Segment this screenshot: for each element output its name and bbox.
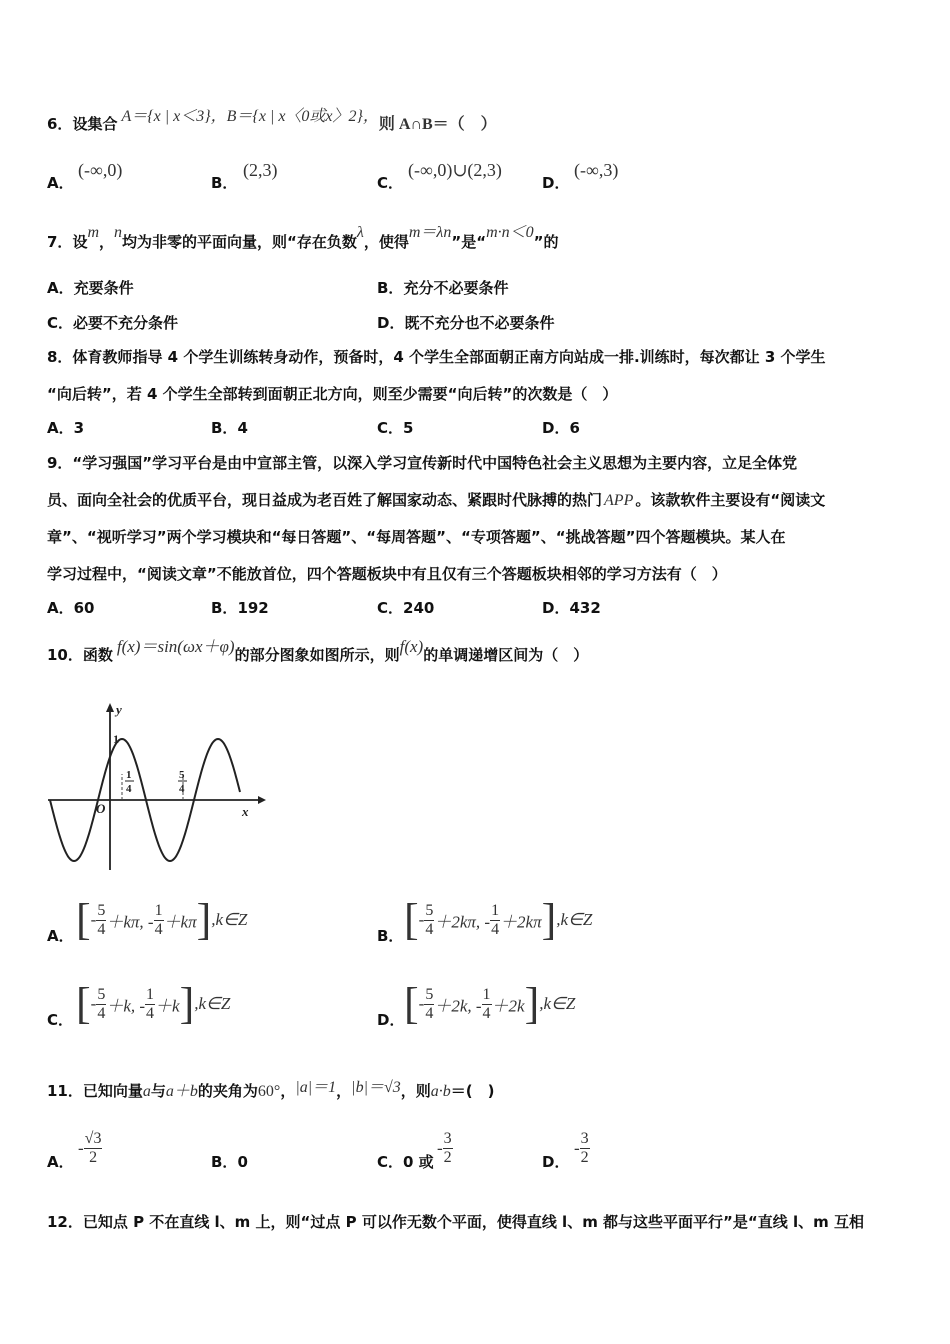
term-2: ＋2k [491, 996, 525, 1016]
q9-option-b-text: 192 [237, 599, 269, 617]
num: 3 [443, 1130, 452, 1147]
q8-option-c[interactable] [377, 418, 413, 438]
q8-stem-line-1: 8．体育教师指导 4 个学生训练转身动作，预备时，4 个学生全部面朝正南方向站成一排.训练时，每次都让 3 个学生 [47, 348, 826, 366]
q6-option-d-value: (-∞,3) [574, 160, 619, 180]
bracket-right: ] [196, 895, 212, 944]
q11-comma-2: ， [336, 1082, 352, 1100]
q11-option-c-prefix: 0 或 [403, 1153, 434, 1171]
q8-option-a-text: 3 [73, 419, 85, 437]
num: √3 [84, 1130, 102, 1147]
q6-option-d-label: D． [542, 174, 570, 192]
frac [443, 1130, 453, 1167]
q11-option-c[interactable] [377, 1152, 434, 1172]
domain: ,k∈Z [211, 910, 248, 929]
den: 2 [443, 1149, 452, 1166]
q10-option-b-value [404, 895, 593, 944]
q11-option-b[interactable] [211, 1152, 248, 1172]
q9-option-a-label: A． [47, 599, 74, 617]
term-1: ＋2kπ, - [434, 912, 491, 932]
q7-option-b-label: B． [377, 279, 404, 297]
term-1: ＋k, - [106, 996, 146, 1016]
q11-dot-product: a·b [430, 1083, 451, 1100]
q6-set-b: B＝{x | x〈0或x〉2}， [226, 108, 379, 125]
frac-1 [96, 902, 106, 939]
term-1: ＋2k, - [434, 996, 482, 1016]
q10-number: 10．函数 [47, 646, 113, 664]
q7-lambda: λ [356, 224, 364, 241]
q11-option-d-label: D． [542, 1153, 570, 1171]
q7-option-c-text: 必要不充分条件 [73, 314, 179, 332]
q7-text-4: ”是“ [451, 233, 487, 251]
q11-angle-text: 的夹角为 [197, 1082, 258, 1100]
term-2: ＋k [155, 996, 180, 1016]
q6-tail: 则 A∩B＝（ ） [378, 116, 497, 133]
origin-label: O [96, 801, 106, 816]
q10-option-c-label: C． [47, 1011, 74, 1029]
q8-option-d-label: D． [542, 419, 570, 437]
den: 4 [97, 1004, 106, 1022]
bracket-left: [ [76, 895, 91, 944]
den: 4 [482, 1004, 491, 1022]
frac-2 [145, 986, 155, 1023]
q11-comma: ， [280, 1082, 296, 1100]
den: 4 [154, 920, 163, 938]
x-axis-arrow-icon [258, 796, 266, 804]
q6-stem [47, 108, 497, 135]
num: 1 [146, 985, 155, 1003]
q11-norm-a: |a|＝1 [295, 1079, 337, 1096]
q6-option-b-value: (2,3) [243, 160, 278, 180]
q11-vector-sum: a＋b [165, 1083, 198, 1100]
num: 5 [97, 901, 106, 919]
term-2: ＋2kπ [500, 912, 542, 932]
tick-five-quarter-num: 5 [179, 769, 185, 781]
q10-option-d[interactable] [377, 1010, 404, 1030]
q11-option-b-text: 0 [237, 1153, 248, 1171]
q10-stem [47, 637, 589, 665]
frac [84, 1130, 103, 1167]
q9-option-c-label: C． [377, 599, 404, 617]
q7-comma: ， [99, 233, 115, 251]
den: 2 [89, 1149, 98, 1166]
q10-text-tail: 的单调递增区间为（ ） [423, 646, 589, 664]
q10-option-c[interactable] [47, 1010, 73, 1030]
q9-stem-line-3: 章”、“视听学习”两个学习模块和“每日答题”、“每周答题”、“专项答题”、“挑战答题”四个答题模块。某人在 [47, 528, 786, 546]
q7-vector-n: n [114, 224, 123, 241]
den: 4 [491, 920, 500, 938]
minus: - [90, 910, 97, 929]
num: 3 [580, 1130, 589, 1147]
minus: - [574, 1138, 580, 1158]
q7-option-b[interactable] [377, 278, 508, 298]
q9-stem-line-4: 学习过程中，“阅读文章”不能放首位，四个答题板块中有且仅有三个答题板块相邻的学习方法有（ ） [47, 565, 727, 583]
q9-option-a[interactable] [47, 598, 94, 618]
y-label: y [116, 702, 122, 717]
bracket-right: ] [179, 979, 195, 1028]
q11-option-d[interactable] [542, 1152, 569, 1172]
q7-condition-1: m＝λn [408, 224, 452, 241]
frac [580, 1130, 590, 1167]
minus: - [418, 994, 425, 1013]
q9-option-a-text: 60 [73, 599, 95, 617]
bracket-right: ] [541, 895, 557, 944]
q6-lead: 设集合 [72, 115, 118, 133]
q9-stem-line-2 [47, 490, 825, 511]
domain: ,k∈Z [194, 994, 231, 1013]
q11-norm-b: |b|＝√3 [351, 1079, 401, 1096]
term-2: ＋kπ [163, 912, 197, 932]
num: 1 [482, 985, 491, 1003]
q10-option-d-value [404, 979, 576, 1028]
bracket-right: ] [524, 979, 540, 1028]
q6-option-c[interactable] [377, 173, 403, 193]
q10-option-b[interactable] [377, 926, 403, 946]
tick-five-quarter-den: 4 [179, 783, 185, 795]
q7-option-d-label: D． [377, 314, 405, 332]
q6-option-a[interactable] [47, 173, 74, 193]
q10-function: f(x)＝sin(ωx＋φ) [116, 637, 235, 656]
q8-stem-line-2: “向后转”，若 4 个学生全部转到面朝正北方向，则至少需要“向后转”的次数是（ ） [47, 385, 618, 403]
den: 4 [425, 1004, 434, 1022]
q9-option-b[interactable] [211, 598, 269, 618]
q11-vector-a: a [142, 1083, 151, 1100]
q6-option-c-label: C． [377, 174, 404, 192]
q8-option-b-text: 4 [237, 419, 248, 437]
q6-number: 6． [47, 115, 73, 133]
q9-stem-line-1: 9．“学习强国”学习平台是由中宣部主管，以深入学习宣传新时代中国特色社会主义思想为主要内容，立足全体党 [47, 454, 798, 472]
y-axis-arrow-icon [106, 703, 114, 712]
q12-stem-line-1: 12．已知点 P 不在直线 l、m 上，则“过点 P 可以作无数个平面，使得直线 l、m 都与这些平面平行”是“直线 l、m 互相 [47, 1213, 864, 1231]
q9-option-c[interactable] [377, 598, 434, 618]
num: 5 [425, 901, 434, 919]
minus: - [437, 1138, 443, 1158]
q7-option-d[interactable] [377, 313, 554, 333]
q7-option-a-label: A． [47, 279, 74, 297]
q10-graph [46, 700, 266, 875]
q6-option-a-value: (-∞,0) [78, 160, 123, 180]
frac-2 [154, 902, 164, 939]
q9-option-d-label: D． [542, 599, 570, 617]
q11-option-a-label: A． [47, 1153, 74, 1171]
term-1: ＋kπ, - [106, 912, 154, 932]
minus: - [90, 994, 97, 1013]
den: 4 [146, 1004, 155, 1022]
q7-option-c[interactable] [47, 313, 178, 333]
frac-1 [424, 902, 434, 939]
q6-option-d[interactable] [542, 173, 569, 193]
tick-quarter-num: 1 [126, 769, 132, 781]
bracket-left: [ [76, 979, 91, 1028]
q10-option-b-label: B． [377, 927, 404, 945]
minus: - [418, 910, 425, 929]
den: 4 [425, 920, 434, 938]
q7-text-2: 均为非零的平面向量，则“存在负数 [122, 233, 357, 251]
bracket-left: [ [404, 895, 419, 944]
q10-option-a-label: A． [47, 927, 74, 945]
q9-app: APP [604, 492, 634, 509]
q11-with: 与 [150, 1082, 166, 1100]
q11-number: 11．已知向量 [47, 1082, 143, 1100]
q7-option-d-text: 既不充分也不必要条件 [404, 314, 555, 332]
q11-option-d-value [574, 1130, 590, 1167]
q6-option-a-label: A． [47, 174, 74, 192]
frac-1 [96, 986, 106, 1023]
q10-option-a[interactable] [47, 926, 74, 946]
q8-option-b[interactable] [211, 418, 248, 438]
q9-line-2b: 。该款软件主要设有“阅读文 [635, 491, 826, 509]
q9-option-c-text: 240 [403, 599, 435, 617]
q6-option-b-label: B． [211, 174, 238, 192]
q11-option-c-label: C． [377, 1153, 404, 1171]
q6-option-b[interactable] [211, 173, 237, 193]
q7-option-b-text: 充分不必要条件 [403, 279, 509, 297]
q8-option-c-text: 5 [403, 419, 414, 437]
q11-option-b-label: B． [211, 1153, 238, 1171]
q8-option-a[interactable] [47, 418, 84, 438]
q7-option-c-label: C． [47, 314, 74, 332]
minus: - [78, 1138, 84, 1158]
num: 1 [491, 901, 500, 919]
q10-text-mid: 的部分图象如图所示，则 [234, 646, 400, 664]
q11-stem [47, 1081, 495, 1102]
q6-option-c-value: (-∞,0)∪(2,3) [408, 160, 502, 180]
q7-text-3: ，使得 [363, 233, 409, 251]
frac-2 [482, 986, 492, 1023]
tick-quarter-den: 4 [126, 783, 132, 795]
q10-option-c-value [76, 979, 231, 1028]
q11-option-a-value [78, 1130, 102, 1167]
q7-text-1: 设 [72, 233, 88, 251]
y-one-label: 1 [113, 732, 119, 746]
q8-option-d-text: 6 [569, 419, 580, 437]
q7-vector-m: m [87, 224, 100, 241]
den: 2 [580, 1149, 589, 1166]
q7-condition-2: m·n＜0 [486, 224, 534, 241]
q6-set-a: A＝{x | x＜3}， [121, 108, 227, 125]
q10-option-a-value [76, 895, 248, 944]
q9-line-2a: 员、面向全社会的优质平台，现日益成为老百姓了解国家动态、紧跟时代脉搏的热门 [47, 491, 603, 509]
q10-option-d-label: D． [377, 1011, 405, 1029]
q7-option-a-text: 充要条件 [73, 279, 134, 297]
q7-number: 7． [47, 233, 73, 251]
q11-option-a[interactable] [47, 1152, 74, 1172]
q8-option-b-label: B． [211, 419, 238, 437]
domain: ,k∈Z [556, 910, 593, 929]
q8-option-a-label: A． [47, 419, 74, 437]
q8-option-d[interactable] [542, 418, 580, 438]
num: 5 [97, 985, 106, 1003]
q11-end: ＝( ) [450, 1082, 495, 1100]
num: 1 [154, 901, 163, 919]
q11-then: ，则 [400, 1082, 431, 1100]
q9-option-d-text: 432 [569, 599, 601, 617]
num: 5 [425, 985, 434, 1003]
domain: ,k∈Z [539, 994, 576, 1013]
q11-angle: 60° [257, 1083, 281, 1100]
q9-option-b-label: B． [211, 599, 238, 617]
q7-stem [47, 224, 559, 253]
q7-option-a[interactable] [47, 278, 134, 298]
bracket-left: [ [404, 979, 419, 1028]
frac-1 [424, 986, 434, 1023]
q8-option-c-label: C． [377, 419, 404, 437]
den: 4 [97, 920, 106, 938]
q7-text-5: ”的 [533, 233, 559, 251]
x-label: x [242, 804, 249, 819]
q9-option-d[interactable] [542, 598, 601, 618]
q10-fx: f(x) [399, 637, 424, 656]
q11-option-c-value [437, 1130, 453, 1167]
frac-2 [490, 902, 500, 939]
